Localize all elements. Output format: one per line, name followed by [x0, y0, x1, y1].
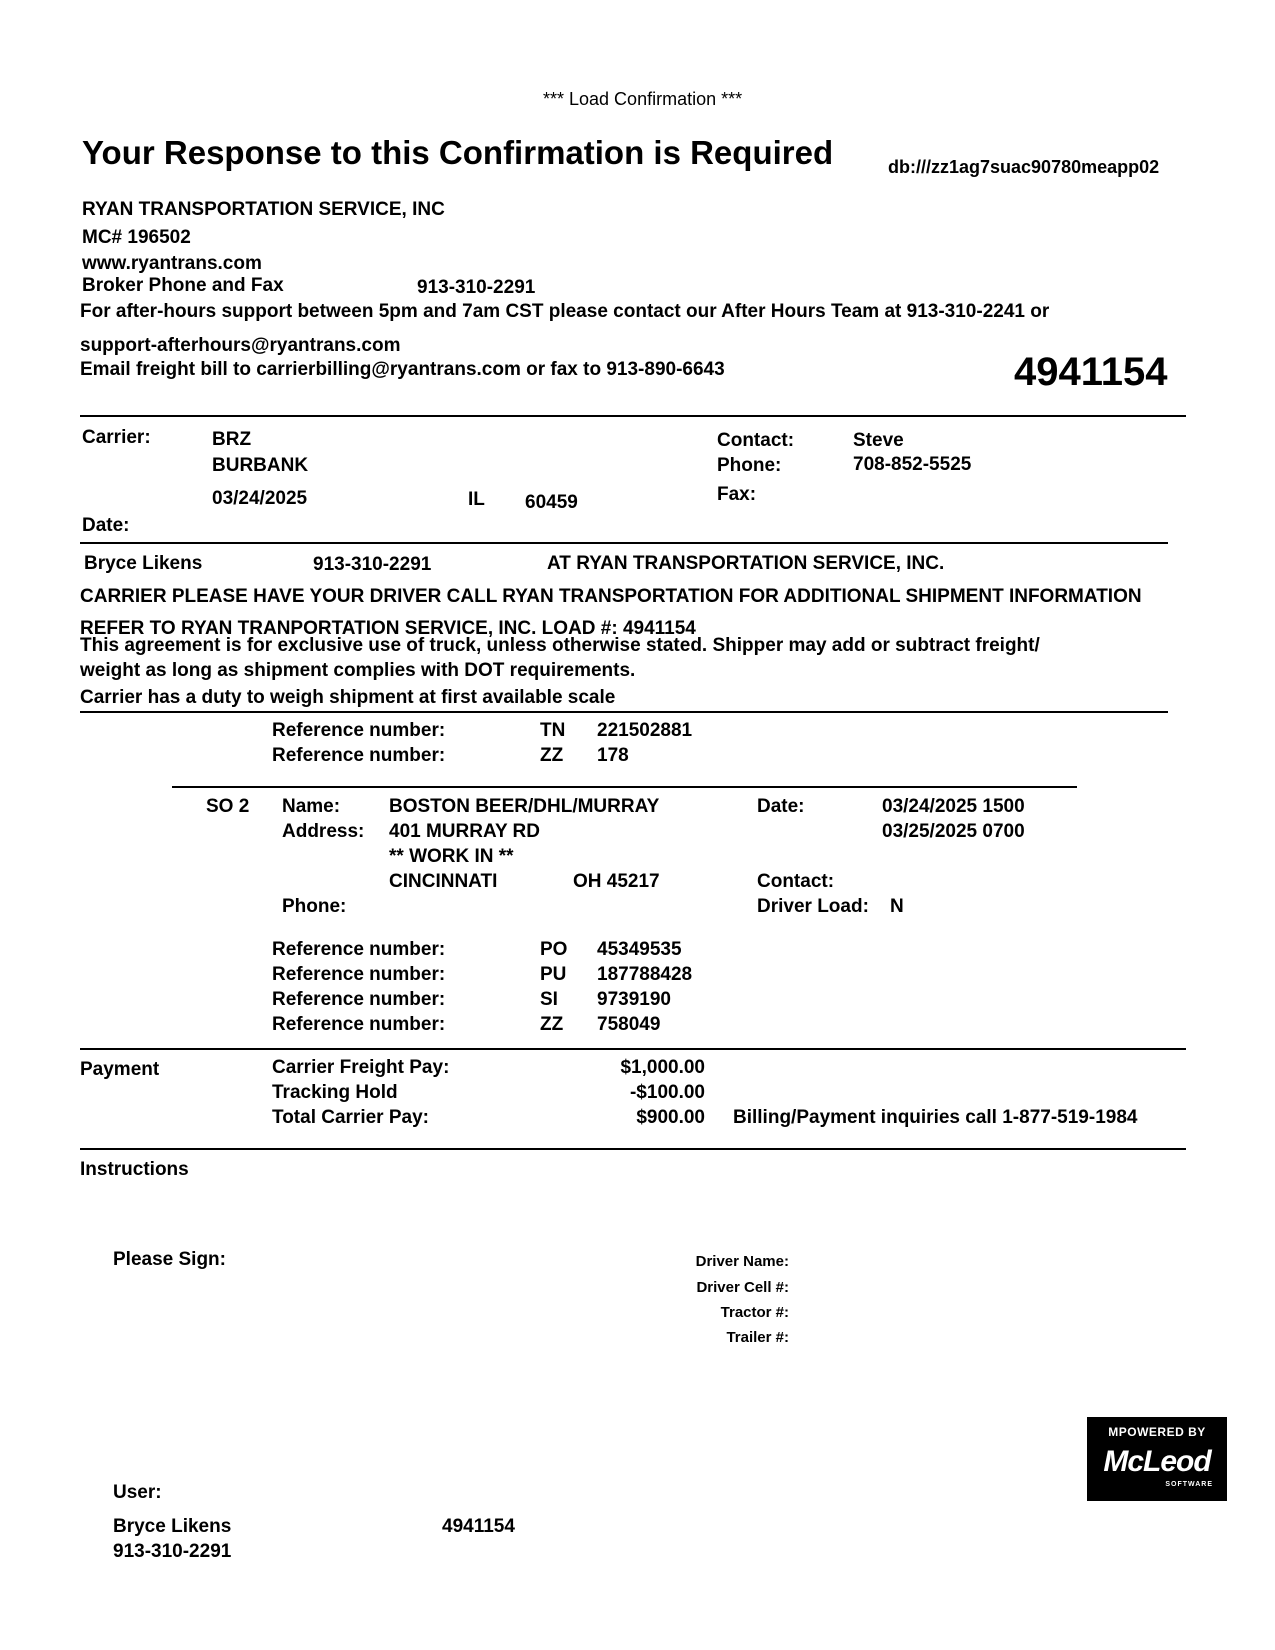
- agent-company: AT RYAN TRANSPORTATION SERVICE, INC.: [547, 553, 945, 574]
- ref-type: PU: [540, 964, 567, 985]
- user-label: User:: [113, 1482, 162, 1503]
- stop-address-label: Address:: [282, 821, 365, 842]
- driver-call-notice: CARRIER PLEASE HAVE YOUR DRIVER CALL RYAN TRANSPORTATION FOR ADDITIONAL SHIPMENT INFORMATION: [80, 586, 1142, 607]
- broker-phone-label: Broker Phone and Fax: [82, 275, 284, 296]
- trailer-label: Trailer #:: [726, 1329, 789, 1346]
- ref-value: 221502881: [597, 720, 693, 741]
- divider: [80, 711, 1168, 713]
- stop-name-label: Name:: [282, 796, 341, 817]
- billing-inquiries: Billing/Payment inquiries call 1-877-519-1984: [733, 1107, 1138, 1128]
- pay-row-amount: $1,000.00: [620, 1057, 705, 1078]
- stop-city: CINCINNATI: [389, 871, 498, 892]
- divider: [80, 415, 1186, 417]
- pay-row-label: Carrier Freight Pay:: [272, 1057, 450, 1078]
- carrier-contact-value: Steve: [853, 430, 904, 451]
- broker-website: www.ryantrans.com: [82, 253, 262, 274]
- stop-id: SO 2: [206, 796, 250, 817]
- stop-address-2: ** WORK IN **: [389, 846, 514, 867]
- carrier-phone-label: Phone:: [717, 455, 782, 476]
- driver-name-label: Driver Name:: [695, 1253, 789, 1270]
- ref-type: TN: [540, 720, 566, 741]
- after-hours-email: support-afterhours@ryantrans.com: [80, 335, 401, 356]
- payment-label: Payment: [80, 1059, 160, 1080]
- agreement-line-2: weight as long as shipment complies with DOT requirements.: [80, 660, 636, 681]
- carrier-date-label: Date:: [82, 515, 130, 536]
- carrier-code: BRZ: [212, 429, 252, 450]
- ref-label: Reference number:: [272, 745, 446, 766]
- driver-cell-label: Driver Cell #:: [696, 1279, 789, 1296]
- ref-type: ZZ: [540, 745, 564, 766]
- agent-name: Bryce Likens: [84, 553, 203, 574]
- logo-line-1: MPOWERED BY: [1108, 1425, 1206, 1439]
- user-phone: 913-310-2291: [113, 1541, 232, 1562]
- ref-value: 758049: [597, 1014, 661, 1035]
- stop-state-zip: OH 45217: [573, 871, 660, 892]
- divider: [80, 1048, 1186, 1050]
- carrier-phone-value: 708-852-5525: [853, 454, 972, 475]
- db-path: db:///zz1ag7suac90780meapp02: [888, 157, 1160, 177]
- divider: [80, 542, 1168, 544]
- ref-value: 178: [597, 745, 629, 766]
- logo-line-2: McLeod: [1103, 1445, 1211, 1478]
- pay-row-label: Total Carrier Pay:: [272, 1107, 429, 1128]
- ref-label: Reference number:: [272, 964, 446, 985]
- ref-value: 45349535: [597, 939, 682, 960]
- refer-to-notice: REFER TO RYAN TRANPORTATION SERVICE, INC. LOAD #: 4941154: [80, 618, 696, 639]
- ref-value: 187788428: [597, 964, 693, 985]
- agent-phone: 913-310-2291: [313, 554, 432, 575]
- stop-address-1: 401 MURRAY RD: [389, 821, 540, 842]
- pay-row-amount: $900.00: [636, 1107, 705, 1128]
- stop-driver-load-value: N: [890, 896, 904, 917]
- carrier-fax-label: Fax:: [717, 484, 757, 505]
- divider: [80, 1148, 1186, 1150]
- carrier-state: IL: [468, 489, 485, 510]
- after-hours-line: For after-hours support between 5pm and 7am CST please contact our After Hours Team at 913-310-2241 or: [80, 301, 1050, 322]
- stop-date-label: Date:: [757, 796, 805, 817]
- agreement-line-1: This agreement is for exclusive use of truck, unless otherwise stated. Shipper may add or subtract freight/: [80, 635, 1040, 656]
- please-sign-label: Please Sign:: [113, 1249, 226, 1270]
- logo-line-3: SOFTWARE: [1165, 1481, 1213, 1488]
- page-title: Your Response to this Confirmation is Required: [82, 134, 834, 171]
- billing-line: Email freight bill to carrierbilling@ryantrans.com or fax to 913-890-6643: [80, 359, 725, 380]
- user-name: Bryce Likens: [113, 1516, 232, 1537]
- stop-name-value: BOSTON BEER/DHL/MURRAY: [389, 796, 660, 817]
- stop-date-2: 03/25/2025 0700: [882, 821, 1025, 842]
- instructions-label: Instructions: [80, 1159, 189, 1180]
- ref-type: ZZ: [540, 1014, 564, 1035]
- carrier-date-value: 03/24/2025: [212, 488, 308, 509]
- pay-row-label: Tracking Hold: [272, 1082, 398, 1103]
- stop-contact-label: Contact:: [757, 871, 835, 892]
- carrier-label: Carrier:: [82, 427, 151, 448]
- ref-label: Reference number:: [272, 720, 446, 741]
- tractor-label: Tractor #:: [720, 1304, 789, 1321]
- carrier-zip: 60459: [525, 492, 578, 513]
- carrier-contact-label: Contact:: [717, 430, 795, 451]
- footer-load-number: 4941154: [442, 1516, 515, 1537]
- broker-phone-value: 913-310-2291: [417, 277, 536, 298]
- load-number: 4941154: [1014, 350, 1168, 394]
- banner-text: *** Load Confirmation ***: [543, 89, 743, 109]
- ref-type: SI: [540, 989, 558, 1010]
- pay-row-amount: -$100.00: [629, 1082, 705, 1103]
- broker-mc: MC# 196502: [82, 227, 191, 248]
- ref-label: Reference number:: [272, 1014, 446, 1035]
- divider: [172, 786, 1077, 788]
- mcleod-logo: [1087, 1417, 1227, 1501]
- carrier-city: BURBANK: [212, 455, 309, 476]
- ref-value: 9739190: [597, 989, 671, 1010]
- ref-label: Reference number:: [272, 939, 446, 960]
- stop-driver-load-label: Driver Load:: [757, 896, 869, 917]
- stop-phone-label: Phone:: [282, 896, 347, 917]
- broker-name: RYAN TRANSPORTATION SERVICE, INC: [82, 199, 445, 220]
- ref-label: Reference number:: [272, 989, 446, 1010]
- ref-type: PO: [540, 939, 568, 960]
- stop-date-1: 03/24/2025 1500: [882, 796, 1025, 817]
- weigh-notice: Carrier has a duty to weigh shipment at first available scale: [80, 687, 616, 708]
